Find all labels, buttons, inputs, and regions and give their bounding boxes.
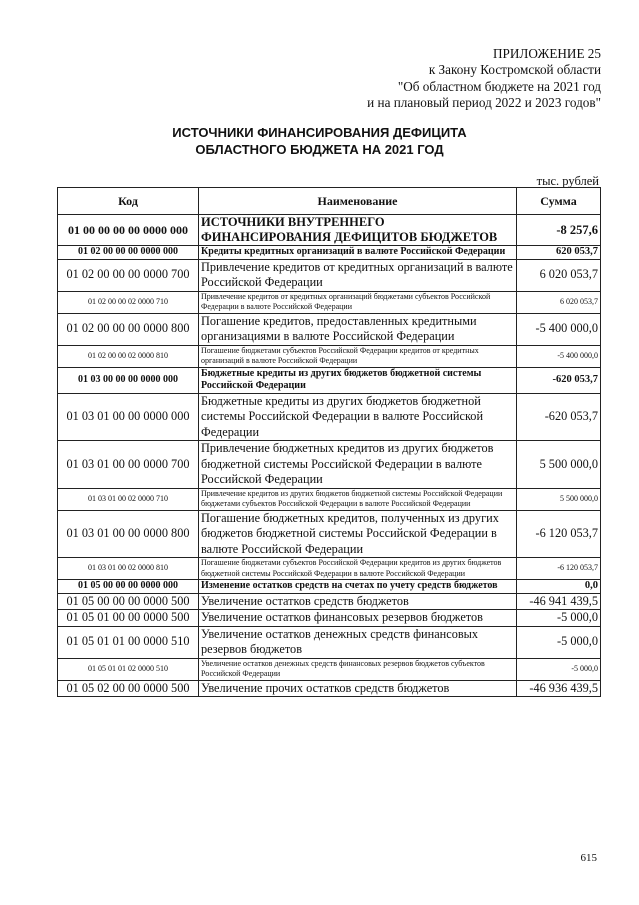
row-name: Увеличение остатков денежных средств финансовых резервов бюджетов субъектов Российской Федерации xyxy=(199,658,517,680)
table-row xyxy=(58,658,601,680)
row-code: 01 02 00 00 02 0000 810 xyxy=(58,345,199,367)
row-sum: -46 941 439,5 xyxy=(517,593,601,610)
row-name: Изменение остатков средств на счетах по учету средств бюджетов xyxy=(199,580,517,594)
row-sum: -5 000,0 xyxy=(517,658,601,680)
row-name: Увеличение остатков финансовых резервов бюджетов xyxy=(199,610,517,627)
table-row xyxy=(58,291,601,313)
row-code: 01 05 00 00 00 0000 500 xyxy=(58,593,199,610)
row-sum: -5 400 000,0 xyxy=(517,313,601,345)
appendix-header xyxy=(367,46,601,111)
table-row xyxy=(58,593,601,610)
row-sum: 5 500 000,0 xyxy=(517,488,601,510)
row-name: Бюджетные кредиты из других бюджетов бюджетной системы Российской Федерации xyxy=(199,367,517,393)
table-row xyxy=(58,558,601,580)
row-name: Привлечение кредитов из других бюджетов бюджетной системы Российской Федерации бюджетами субъектов Российской Федерации в валюте Российской Федерации xyxy=(199,488,517,510)
financing-sources-table xyxy=(57,187,601,697)
table-row xyxy=(58,313,601,345)
table-row xyxy=(58,610,601,627)
table-row xyxy=(58,259,601,291)
row-code: 01 02 00 00 00 0000 700 xyxy=(58,259,199,291)
row-sum: 6 020 053,7 xyxy=(517,259,601,291)
row-name: ИСТОЧНИКИ ВНУТРЕННЕГО ФИНАНСИРОВАНИЯ ДЕФИЦИТОВ БЮДЖЕТОВ xyxy=(199,215,517,246)
units-label: тыс. рублей xyxy=(536,174,599,188)
table-row xyxy=(58,580,601,594)
table-row xyxy=(58,680,601,697)
row-sum: -5 000,0 xyxy=(517,610,601,627)
row-code: 01 05 01 01 02 0000 510 xyxy=(58,658,199,680)
row-sum: -8 257,6 xyxy=(517,215,601,246)
appendix-number: ПРИЛОЖЕНИЕ 25 xyxy=(493,46,601,61)
row-code: 01 05 02 00 00 0000 500 xyxy=(58,680,199,697)
row-sum: -620 053,7 xyxy=(517,393,601,441)
row-name: Привлечение бюджетных кредитов из других бюджетов бюджетной системы Российской Федерации в валюте Российской Федерации xyxy=(199,441,517,489)
row-name: Привлечение кредитов от кредитных организаций в валюте Российской Федерации xyxy=(199,259,517,291)
document-title xyxy=(0,125,639,158)
row-sum: -46 936 439,5 xyxy=(517,680,601,697)
row-name: Бюджетные кредиты из других бюджетов бюджетной системы Российской Федерации в валюте Российской Федерации xyxy=(199,393,517,441)
row-code: 01 03 01 00 02 0000 710 xyxy=(58,488,199,510)
row-code: 01 02 00 00 02 0000 710 xyxy=(58,291,199,313)
row-name: Погашение кредитов, предоставленных кредитными организациями в валюте Российской Федерации xyxy=(199,313,517,345)
row-code: 01 05 01 01 00 0000 510 xyxy=(58,626,199,658)
table-row xyxy=(58,367,601,393)
appendix-law-title-2: и на плановый период 2022 и 2023 годов" xyxy=(367,94,601,110)
appendix-law: к Закону Костромской области xyxy=(428,62,601,78)
column-header-code: Код xyxy=(58,188,199,215)
table-row xyxy=(58,626,601,658)
page-number: 615 xyxy=(580,852,597,864)
table-row xyxy=(58,488,601,510)
row-sum: -6 120 053,7 xyxy=(517,558,601,580)
row-name: Увеличение остатков средств бюджетов xyxy=(199,593,517,610)
table-row xyxy=(58,510,601,558)
row-name: Увеличение остатков денежных средств финансовых резервов бюджетов xyxy=(199,626,517,658)
appendix-law-title-1: "Об областном бюджете на 2021 год xyxy=(397,78,601,94)
row-code: 01 00 00 00 00 0000 000 xyxy=(58,215,199,246)
column-header-name: Наименование xyxy=(199,188,517,215)
row-sum: -6 120 053,7 xyxy=(517,510,601,558)
column-header-sum: Сумма xyxy=(517,188,601,215)
document-title-line-2: ОБЛАСТНОГО БЮДЖЕТА НА 2021 ГОД xyxy=(195,141,444,157)
row-code: 01 03 01 00 00 0000 800 xyxy=(58,510,199,558)
row-sum: 6 020 053,7 xyxy=(517,291,601,313)
row-sum: 5 500 000,0 xyxy=(517,441,601,489)
row-name: Погашение бюджетами субъектов Российской Федерации кредитов от кредитных организаций в валюте Российской Федерации xyxy=(199,345,517,367)
row-code: 01 02 00 00 00 0000 800 xyxy=(58,313,199,345)
row-code: 01 03 00 00 00 0000 000 xyxy=(58,367,199,393)
row-code: 01 05 00 00 00 0000 000 xyxy=(58,580,199,594)
row-sum: -620 053,7 xyxy=(517,367,601,393)
table-body xyxy=(58,215,601,697)
row-name: Погашение бюджетных кредитов, полученных из других бюджетов бюджетной системы Российской Федерации в валюте Российской Федерации xyxy=(199,510,517,558)
row-code: 01 03 01 00 00 0000 700 xyxy=(58,441,199,489)
table-row xyxy=(58,345,601,367)
row-code: 01 02 00 00 00 0000 000 xyxy=(58,246,199,260)
table-header-row xyxy=(58,188,601,215)
row-sum: -5 400 000,0 xyxy=(517,345,601,367)
table-row xyxy=(58,246,601,260)
row-name: Погашение бюджетами субъектов Российской Федерации кредитов из других бюджетов бюджетной системы Российской Федерации в валюте Российской Федерации xyxy=(199,558,517,580)
row-sum: 620 053,7 xyxy=(517,246,601,260)
row-code: 01 03 01 00 00 0000 000 xyxy=(58,393,199,441)
row-code: 01 05 01 00 00 0000 500 xyxy=(58,610,199,627)
row-name: Кредиты кредитных организаций в валюте Российской Федерации xyxy=(199,246,517,260)
row-sum: -5 000,0 xyxy=(517,626,601,658)
row-name: Увеличение прочих остатков средств бюджетов xyxy=(199,680,517,697)
table-row xyxy=(58,441,601,489)
document-title-line-1: ИСТОЧНИКИ ФИНАНСИРОВАНИЯ ДЕФИЦИТА xyxy=(172,125,467,140)
row-code: 01 03 01 00 02 0000 810 xyxy=(58,558,199,580)
row-sum: 0,0 xyxy=(517,580,601,594)
table-row xyxy=(58,215,601,246)
table-row xyxy=(58,393,601,441)
row-name: Привлечение кредитов от кредитных организаций бюджетами субъектов Российской Федерации в валюте Российской Федерации xyxy=(199,291,517,313)
